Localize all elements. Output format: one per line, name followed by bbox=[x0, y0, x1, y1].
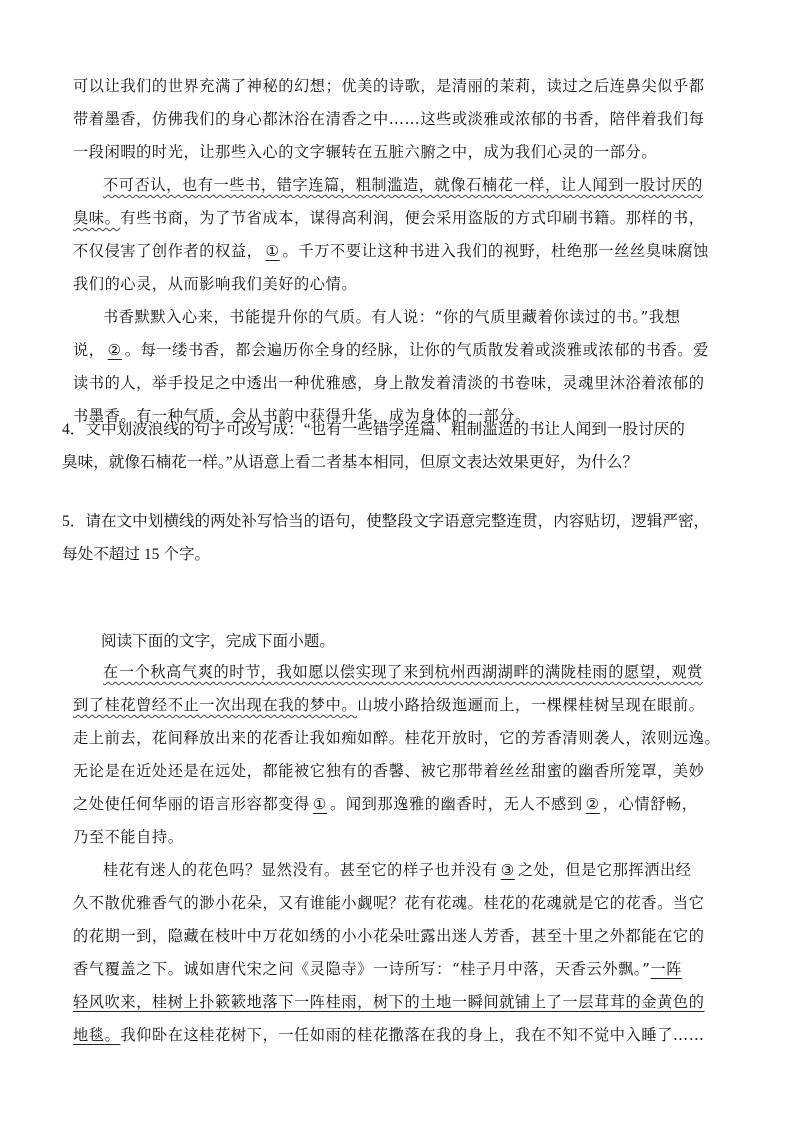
text: 香气覆盖之下。诚如唐代宋之问《灵隐寺》一诗所写：“桂子月中落，天香云外飘。” bbox=[73, 960, 651, 978]
question-4 bbox=[62, 413, 722, 479]
passage-2-line-1 bbox=[73, 656, 733, 689]
wavy-underlined-sentence: 在一个秋高气爽的时节，我如愿以偿实现了来到杭州西湖湖畔的满陇桂雨的愿望，观赏 bbox=[103, 663, 703, 681]
passage-2-p2-line-3: 的花期一到，隐藏在枝叶中万花如绣的小小花朵吐露出迷人芳香，甚至十里之外都能在它的 bbox=[73, 927, 705, 945]
passage-2-line-5 bbox=[73, 788, 733, 821]
passage-1-p3-line-4: 书墨香。有一种气质，会从书韵中获得升华，成为身体的一部分。 bbox=[73, 407, 531, 425]
blank-1: ① bbox=[265, 242, 280, 260]
passage-2-line-3: 走上前去，花间释放出来的花香让我如痴如醉。桂花开放时，它的芳香清则袭人，浓则远逸。 bbox=[73, 729, 721, 747]
passage-2-line-2 bbox=[73, 689, 733, 722]
passage-1-line-3: 一段闲暇的时光，让那些入心的文字辗转在五脏六腑之中，成为我们心灵的一部分。 bbox=[73, 143, 658, 161]
underlined-sentence-end: 地毯。 bbox=[73, 1026, 121, 1044]
blank-2: ② bbox=[585, 795, 600, 813]
passage-2-p2-line-4 bbox=[73, 953, 733, 986]
passage-1-line-1: 可以让我们的世界充满了神秘的幻想；优美的诗歌，是清丽的茉莉，读过之后连鼻尖似乎都 bbox=[73, 77, 705, 95]
wavy-underlined-sentence-end: 到了桂花曾经不止一次出现在我的梦中。 bbox=[73, 696, 358, 714]
passage-2-p2-line-1 bbox=[73, 854, 733, 887]
blank-2: ② bbox=[107, 341, 122, 359]
passage-1 bbox=[73, 70, 733, 433]
reading-instruction-text: 阅读下面的文字，完成下面小题。 bbox=[101, 633, 335, 650]
passage-1-p2-line-4: 我们的心灵，从而影响我们美好的心情。 bbox=[73, 275, 358, 293]
passage-1-p3-line-3: 读书的人，举手投足之中透出一种优雅感，身上散发着清淡的书卷味，灵魂里沐浴着浓郁的 bbox=[73, 374, 705, 392]
passage-1-p2-line-3 bbox=[73, 235, 733, 268]
question-5-line-2: 每处不超过 15 个字。 bbox=[62, 546, 211, 563]
blank-3: ③ bbox=[500, 861, 515, 879]
question-4-line-2: 臭味，就像石楠花一样。”从语意上看二者基本相同，但原文表达效果更好，为什么？ bbox=[62, 454, 639, 471]
text: 不仅侵害了创作者的权益， bbox=[73, 242, 263, 260]
question-4-line-1: 4．文中划波浪线的句子可改写成：“也有一些错字连篇、粗制滥造的书让人闻到一股讨厌的 bbox=[62, 421, 685, 438]
text: ，心情舒畅， bbox=[602, 795, 698, 813]
text: 。闻到那逸雅的幽香时，无人不感到 bbox=[330, 795, 583, 813]
text: 我仰卧在这桂花树下，一任如雨的桂花撒落在我的身上，我在不知不觉中入睡了…… bbox=[120, 1026, 705, 1044]
question-5-line-1: 5．请在文中划横线的两处补写恰当的语句，使整段文字语意完整连贯，内容贴切，逻辑严密， bbox=[62, 513, 710, 530]
passage-2-line-4: 无论是在近处还是在远处，都能被它独有的香馨、被它那带着丝丝甜蜜的幽香所笼罩，美妙 bbox=[73, 762, 705, 780]
text: 山坡小路拾级迤逦而上，一棵棵桂树呈现在眼前。 bbox=[357, 696, 705, 714]
blank-1: ① bbox=[312, 795, 328, 813]
passage-2-p2-line-6 bbox=[73, 1019, 733, 1052]
passage-1-p2-line-2 bbox=[73, 202, 733, 235]
text: 之处，但是它那挥洒出经 bbox=[517, 861, 692, 879]
wavy-underlined-sentence: 不可否认，也有一些书，错字连篇，粗制滥造，就像石楠花一样，让人闻到一股讨厌的 bbox=[103, 176, 703, 194]
passage-1-line-2: 带着墨香，仿佛我们的身心都沐浴在清香之中……这些或淡雅或浓郁的书香，陪伴着我们每 bbox=[73, 110, 705, 128]
text: 有些书商，为了节省成本，谋得高利润，便会采用盗版的方式印刷书籍。那样的书， bbox=[120, 209, 705, 227]
passage-2 bbox=[73, 656, 733, 1052]
question-5 bbox=[62, 505, 722, 571]
text: 。千万不要让这种书进入我们的视野，杜绝那一丝丝臭味腐蚀 bbox=[282, 242, 709, 260]
passage-2-line-6: 乃至不能自持。 bbox=[73, 828, 184, 846]
text: 之处使任何华丽的语言形容都变得 bbox=[73, 795, 310, 813]
passage-1-p3-line-1: 书香默默入心来，书能提升你的气质。有人说：“你的气质里藏着你读过的书。”我想 bbox=[103, 308, 681, 326]
passage-2-p2-line-5 bbox=[73, 986, 733, 1019]
passage-1-p3-line-2 bbox=[73, 334, 733, 367]
text: 桂花有迷人的花色吗？显然没有。甚至它的样子也并没有 bbox=[103, 861, 498, 879]
reading-instruction bbox=[101, 625, 761, 658]
passage-1-p2-line-1 bbox=[73, 169, 733, 202]
passage-2-p2-line-2: 久不散优雅香气的渺小花朵，又有谁能小觑呢？花有花魂。桂花的花魂就是它的花香。当它 bbox=[73, 894, 705, 912]
text: 。每一缕书香，都会遍历你全身的经脉，让你的气质散发着或淡雅或浓郁的书香。爱 bbox=[124, 341, 709, 359]
wavy-underlined-sentence-end: 臭味。 bbox=[73, 209, 121, 227]
text: 说， bbox=[73, 341, 105, 359]
underlined-sentence: 一阵 bbox=[650, 960, 683, 978]
underlined-sentence: 轻风吹来，桂树上扑簌簌地落下一阵桂雨，树下的土地一瞬间就铺上了一层茸茸的金黄色的 bbox=[73, 993, 705, 1011]
